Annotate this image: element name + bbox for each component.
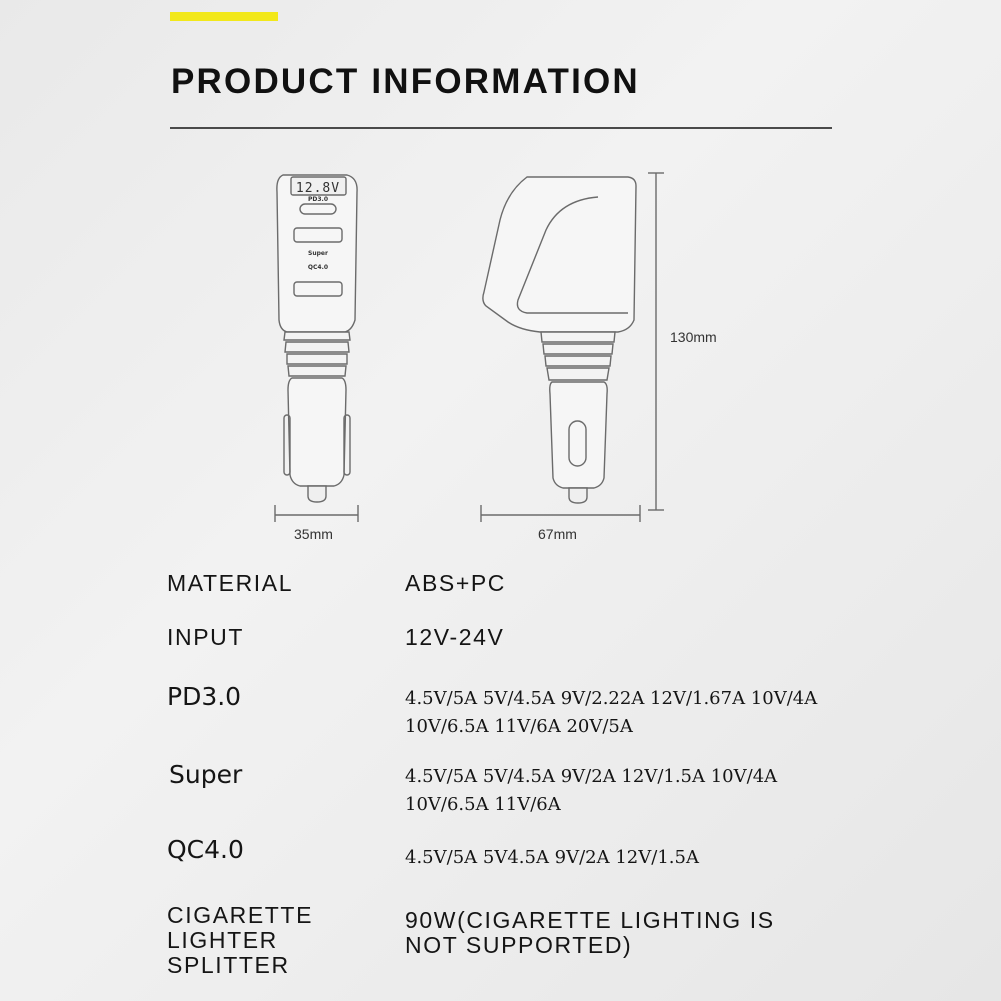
qc-port-label: QC4.0: [307, 264, 329, 271]
material-value: ABS+PC: [405, 570, 507, 596]
super-port-label: Super: [308, 250, 328, 257]
height-label: 130mm: [670, 329, 717, 345]
super-label: Super: [169, 760, 243, 789]
splitter-label-line2: LIGHTER: [167, 927, 278, 953]
input-label: INPUT: [167, 624, 244, 650]
qc-label: QC4.0: [167, 835, 244, 864]
page-title: PRODUCT INFORMATION: [171, 62, 640, 101]
splitter-label-line1: CIGARETTE: [167, 902, 314, 928]
splitter-value-line2: NOT SUPPORTED): [405, 932, 633, 958]
splitter-label-line3: SPLITTER: [167, 952, 290, 978]
super-value-line1: 4.5V/5A 5V/4.5A 9V/2A 12V/1.5A 10V/4A: [405, 766, 778, 787]
side-depth-label: 67mm: [538, 526, 577, 542]
display-readout: 12.8V: [295, 181, 341, 196]
qc-value: 4.5V/5A 5V4.5A 9V/2A 12V/1.5A: [405, 847, 699, 868]
pd-value-line1: 4.5V/5A 5V/4.5A 9V/2.22A 12V/1.67A 10V/4A: [405, 688, 818, 709]
front-view: [275, 175, 358, 522]
pd-value-line2: 10V/6.5A 11V/6A 20V/5A: [405, 716, 633, 737]
input-value: 12V-24V: [405, 624, 505, 650]
pd-label: PD3.0: [167, 682, 242, 711]
material-label: MATERIAL: [167, 570, 294, 596]
splitter-value-line1: 90W(CIGARETTE LIGHTING IS: [405, 907, 775, 933]
front-width-label: 35mm: [294, 526, 333, 542]
pd-port-label: PD3.0: [307, 196, 329, 203]
super-value-line2: 10V/6.5A 11V/6A: [405, 794, 561, 815]
side-view: [481, 173, 664, 522]
